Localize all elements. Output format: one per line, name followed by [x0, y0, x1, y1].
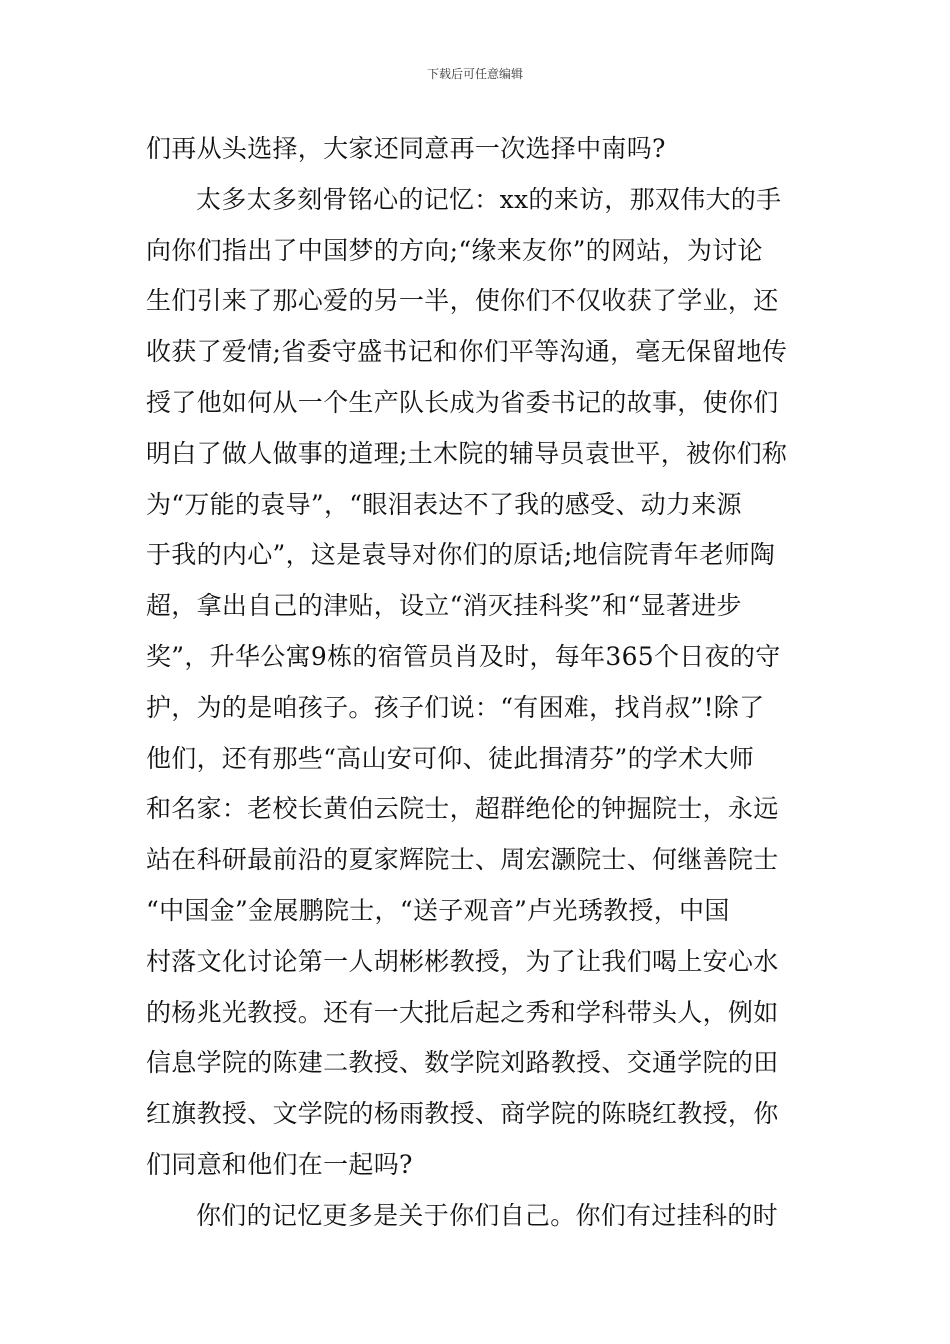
text-line: 他们，还有那些“高山安可仰、徒此揖清芬”的学术大师 — [146, 743, 755, 773]
text-line: 村落文化讨论第一人胡彬彬教授，为了让我们喝上安心水 — [146, 946, 779, 976]
text-line: 为“万能的袁导”，“眼泪表达不了我的感受、动力来源 — [146, 489, 742, 519]
text-line: 明白了做人做事的道理;土木院的辅导员袁世平，被你们称 — [146, 438, 788, 468]
document-body — [146, 124, 816, 1242]
text-line: 你们的记忆更多是关于你们自己。你们有过挂科的时 — [196, 1200, 778, 1230]
page-header: 下载后可任意编辑 — [426, 67, 523, 81]
text-line: 授了他如何从一个生产队长成为省委书记的故事，使你们 — [146, 387, 779, 417]
text-line: 向你们指出了中国梦的方向;“缘来友你”的网站，为讨论 — [146, 235, 763, 265]
text-line: 的杨兆光教授。还有一大批后起之秀和学科带头人，例如 — [146, 997, 779, 1027]
text-line: 超，拿出自己的津贴，设立“消灭挂科奖”和“显著进步 — [146, 591, 742, 621]
text-line: “中国金”金展鹏院士，“送子观音”卢光琇教授，中国 — [146, 895, 730, 925]
text-line: 们同意和他们在一起吗? — [146, 1149, 413, 1179]
text-line: 信息学院的陈建二教授、数学院刘路教授、交通学院的田 — [146, 1048, 779, 1078]
text-line: 生们引来了那心爱的另一半，使你们不仅收获了学业，还 — [146, 286, 779, 316]
text-line: 奖”，升华公寓9栋的宿管员肖及时，每年365个日夜的守 — [146, 641, 781, 671]
text-line: 收获了爱情;省委守盛书记和你们平等沟通，毫无保留地传 — [146, 337, 788, 367]
text-line: 们再从头选择，大家还同意再一次选择中南吗? — [146, 134, 666, 163]
text-line: 于我的内心”，这是袁导对你们的原话;地信院青年老师陶 — [146, 540, 776, 570]
text-line: 红旗教授、文学院的杨雨教授、商学院的陈晓红教授，你 — [146, 1099, 779, 1129]
text-line: 站在科研最前沿的夏家辉院士、周宏灏院士、何继善院士 — [146, 845, 779, 875]
text-line: 太多太多刻骨铭心的记忆：xx的来访，那双伟大的手 — [196, 184, 782, 214]
text-line: 和名家：老校长黄伯云院士，超群绝伦的钟掘院士，永远 — [146, 794, 779, 824]
text-line: 护，为的是咱孩子。孩子们说：“有困难，找肖叔”!除了 — [146, 692, 765, 722]
